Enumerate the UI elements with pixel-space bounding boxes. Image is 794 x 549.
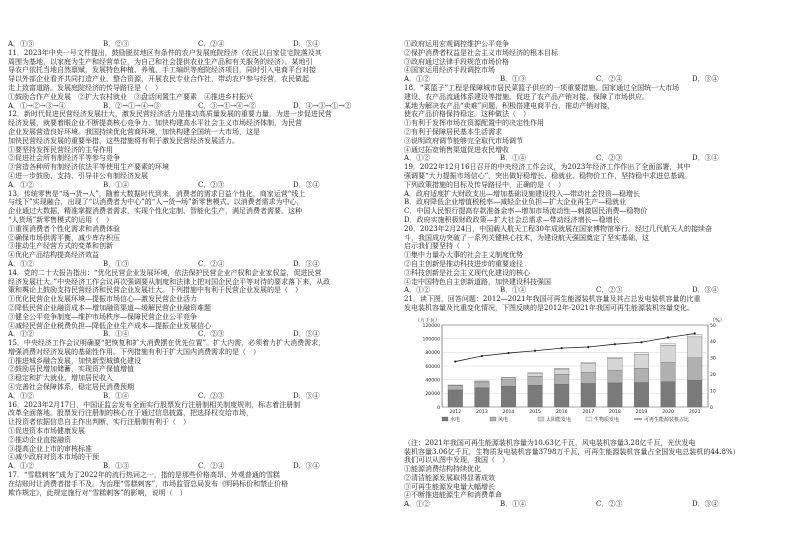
question-11 xyxy=(8,49,388,111)
option-a[interactable]: A．①② xyxy=(404,500,431,509)
question-text: 与线下”实现融合，出现了“以消费者为中心”的“人→货→场”新零售模式。以消费者需求为中心， xyxy=(8,198,304,207)
statement-item: ③稳定和扩大就业，增加居民收入 xyxy=(8,374,113,383)
legend-swatch xyxy=(538,417,544,421)
statement-item: ③可再生能源发电量大幅增长 xyxy=(404,482,495,491)
x-tick-label: 2021 xyxy=(688,409,701,415)
bar-segment xyxy=(554,384,569,407)
bar-segment xyxy=(581,383,596,407)
y-tick-label: 40000 xyxy=(425,378,440,384)
bar-segment xyxy=(475,381,490,382)
bar-segment xyxy=(687,380,702,407)
question-text: 斗，我国成功突破了一系列关键核心技术，为建设航天强国奠定了坚实基础，这 xyxy=(404,233,649,242)
question-18 xyxy=(404,84,788,163)
question-13 xyxy=(8,190,388,269)
bar-segment xyxy=(528,373,543,376)
question-text: 导以外部企业看齐共同打造产业，整合资源，开展农民专业合作社，带动农户参与经营，农民做起 xyxy=(8,75,309,84)
option-d[interactable]: D．③④ xyxy=(293,259,320,268)
y2-tick-label: 30 xyxy=(710,356,716,362)
option-b[interactable]: B．①③ xyxy=(103,462,130,471)
statement-item: ①要坚持发挥民营经济的主导作用 xyxy=(8,145,113,154)
question-text: 15．中央经济工作会议明确要“把恢复和扩大消费摆在优先位置”。扩大内需，必须着力扩大消费需求， xyxy=(8,339,326,348)
statement-item: ③说明政府调节能够完全取代市场调节 xyxy=(404,136,523,145)
q17-options xyxy=(404,75,788,84)
option-b[interactable]: B．政府降低企业增值税税率—减轻企业负担—扩大企业再生产—稳就业 xyxy=(404,198,627,207)
y-tick-label: 0 xyxy=(437,405,440,411)
q20-options xyxy=(404,286,788,295)
question-text: “人货场”新零售模式的运用（ ） xyxy=(8,215,114,224)
question-text: 让投资者依据信息自主作出判断，实行注册制有利于（ ） xyxy=(8,418,190,427)
question-text: 14．党的二十大报告指出：“优化民营企业发展环境，依法保护民营企业产权和企业家权益，促进民营 xyxy=(8,268,322,277)
question-text: 改革全面落地。股票发行注册制的核心在于通过信息披露，把选择权交给市场， xyxy=(8,409,253,418)
ratio-point xyxy=(667,336,669,338)
question-15 xyxy=(8,339,388,401)
bar-segment xyxy=(634,354,649,368)
option-a[interactable]: A．①② xyxy=(8,259,35,268)
statement-item: ②确保市场供需平衡，减少库存积压 xyxy=(8,233,120,242)
question-text: 增强消费对经济发展的基础性作用。下列措施有利于扩大国内消费需求的是（ ） xyxy=(8,347,260,356)
question-text: 12．新时代促进民营经济发展壮大，激发民营经济活力是推动高质量发展的重要力量，为进一步促进民营 xyxy=(8,110,332,119)
x-tick-label: 2019 xyxy=(635,409,648,415)
y2-tick-label: 0 xyxy=(710,405,713,411)
statement-item: ②清洁能源发展取得显著成效 xyxy=(404,473,495,482)
bar-segment xyxy=(528,385,543,407)
bar-segment xyxy=(501,377,516,378)
statement-item: ②推动企业直接融资 xyxy=(8,435,71,444)
question-text: 加快民营经济发展的重要举措，这些措施将有利于激发民营经济发展活力。 xyxy=(8,136,239,145)
option-c[interactable]: C．③→①→④→② xyxy=(198,101,256,110)
option-b[interactable]: B．①③ xyxy=(500,75,527,84)
option-b[interactable]: B．①③ xyxy=(103,259,130,268)
bar-segment xyxy=(475,388,490,407)
question-text: 走上致富道路。发展庭院经济的传导路径是（ ） xyxy=(8,83,162,92)
statement-item: ①集中力量办大事的社会主义制度优势 xyxy=(404,251,523,260)
question-text: 某地为解决农产品“卖难”问题，积极搭建电商平台，推动产销对接， xyxy=(404,101,615,110)
ratio-point xyxy=(561,347,563,349)
question-text: 使农产品价格保持稳定。这种做法（ ） xyxy=(404,110,530,119)
y-tick-label: 80000 xyxy=(425,350,440,356)
option-d[interactable]: D．③④ xyxy=(692,286,719,295)
option-d[interactable]: D．③④ xyxy=(293,40,320,48)
bar-segment xyxy=(501,379,516,386)
option-a[interactable]: A．①② xyxy=(404,286,431,295)
y-tick-label: 120000 xyxy=(422,323,440,329)
question-17 xyxy=(8,471,388,497)
question-14 xyxy=(8,269,388,339)
bar-segment xyxy=(554,369,569,374)
statement-item: ②促进社会所有制经济平等参与竞争 xyxy=(8,154,120,163)
option-c[interactable]: C．②④ xyxy=(198,462,225,471)
question-17-continued xyxy=(404,40,788,84)
bar-segment xyxy=(608,383,623,407)
bar-segment xyxy=(475,381,490,382)
option-d[interactable]: D．③④ xyxy=(293,180,320,189)
left-column xyxy=(8,40,388,545)
statement-item: ④优化产品结构提高经济效益 xyxy=(8,251,99,260)
ratio-point xyxy=(534,349,536,351)
statement-item: ①促进资本市场健康发展 xyxy=(8,427,85,436)
question-text: 策和舆论上鼓励支持民营经济和民营企业发展壮大。下列措施中有利于民营企业发展的是（ ） xyxy=(8,286,302,295)
question-text: 建设、农产品流通体系建设等措施，促进了农产品产销对接，保障了市场供应。 xyxy=(404,92,649,101)
option-d[interactable]: D．政府实施积极财政政策—扩大社会总需求—带动经济增长—稳增长 xyxy=(404,215,620,224)
bar-segment xyxy=(501,378,516,380)
option-b[interactable]: B．①④ xyxy=(500,286,527,295)
statement-item: ③科技创新是社会主义现代化建设的核心 xyxy=(404,268,530,277)
statement-item: ②保护消费者权益是社会主义市场经济的根本目标 xyxy=(404,48,558,57)
legend-label: 生物质发电 xyxy=(594,416,620,423)
option-d[interactable]: D．③④ xyxy=(293,462,320,471)
option-c[interactable]: C．②③ xyxy=(596,500,623,509)
legend-label: 太阳能发电 xyxy=(546,416,572,423)
question-text: 企业通过大数据，精准掌握消费者需求，实现个性化定制、智能化生产，满足消费者需要。这种 xyxy=(8,207,302,216)
bar-segment xyxy=(581,363,596,372)
statement-item: ①政府运用宏观调控维护公平竞争 xyxy=(404,40,509,48)
q11-options xyxy=(8,102,388,111)
question-text: 13．传统零售是“场→货→人”，随着大数据时代到来，消费者的需求日益个性化，商家运营“线上 xyxy=(8,189,306,198)
option-b[interactable]: B．①④ xyxy=(500,500,527,509)
ratio-point xyxy=(694,332,696,334)
statement-item: ①有利于发挥市场在资源配置中的决定性作用 xyxy=(404,119,544,128)
option-b[interactable]: B．①④ xyxy=(103,180,130,189)
ratio-point xyxy=(481,355,483,357)
q13-options xyxy=(8,260,388,269)
statement-item: ②自主创新是推动科技进步的重要途径 xyxy=(404,259,523,268)
right-column xyxy=(404,40,788,545)
x-tick-label: 2020 xyxy=(662,409,674,415)
x-tick-label: 2012 xyxy=(449,409,462,415)
question-12 xyxy=(8,110,388,189)
option-c[interactable]: C．中国人民银行提高存款准备金率—增加市场流动性—刺激居民消费—稳物价 xyxy=(404,207,648,216)
bar-segment xyxy=(554,374,569,384)
bar-segment xyxy=(608,357,623,358)
statement-item: ③推动生产经营方式的变革和创新 xyxy=(8,242,113,251)
ratio-point xyxy=(614,343,616,345)
question-text: 19．2022年12月16日召开的中央经济工作会议，为2023年经济工作作出了全面部署，其中 xyxy=(404,163,691,172)
y-tick-label: 60000 xyxy=(425,364,440,370)
option-c[interactable]: C．②③ xyxy=(596,286,623,295)
option-b[interactable]: B．①④ xyxy=(500,154,527,163)
question-text: 导农户依托当地自然禀赋，发展特色种植、养殖、手工编织等庭院经济项目，同时引入电商平台对接 xyxy=(8,66,316,75)
question-16 xyxy=(8,401,388,471)
question-text: 16．2023年2月17日，中国证监会发布全面实行股票发行注册制相关制度规则，标志着注册制 xyxy=(8,400,301,409)
statement-item: ③营造各种所有制经济依法平等使用生产要素的环境 xyxy=(8,163,169,172)
option-c[interactable]: C．②③ xyxy=(198,180,225,189)
option-c[interactable]: C．②③ xyxy=(198,330,225,339)
legend-swatch xyxy=(586,417,592,421)
statement-item: ④国家运用经济手段调控市场 xyxy=(404,66,495,75)
y-tick-label: 100000 xyxy=(422,337,440,343)
question-text: 发电装机容量及比重变化情况，下图反映的是2012年-2021年我国可再生能源装机容量变化。 xyxy=(404,303,694,312)
chart-svg xyxy=(412,315,732,437)
y2-axis-unit: （%） xyxy=(710,317,725,324)
option-b[interactable]: B．②→①→④→③ xyxy=(103,101,161,110)
bar-segment xyxy=(448,390,463,407)
option-c[interactable]: C．②③ xyxy=(198,391,225,400)
bar-segment xyxy=(528,376,543,385)
question-text: 强调要“大力提振市场信心”，突出做好稳增长、稳就业、稳物价工作，坚持稳中求进总基调。 xyxy=(404,171,692,180)
x-tick-label: 2015 xyxy=(529,409,541,415)
option-a[interactable]: A．①③ xyxy=(8,40,35,48)
option-c[interactable]: C．②③ xyxy=(596,154,623,163)
option-d[interactable]: D．④→③→①→② xyxy=(293,101,352,110)
chart-note: （注：2021年我国可再生能源装机容量为10.63亿千瓦，风电装机容量3.28亿千瓦，光伏发电 xyxy=(404,438,696,447)
ratio-point xyxy=(507,352,509,354)
ratio-point xyxy=(587,346,589,348)
statement-item: ②降低民营企业融资成本—增加融资渠道—缓解民营企业融资难题 xyxy=(8,303,211,312)
y2-tick-label: 50 xyxy=(710,323,716,329)
statement-item: ①推进城乡融合发展，加快新型城镇化建设 xyxy=(8,356,141,365)
option-a[interactable]: A．①② xyxy=(8,462,35,471)
question-text: 启示我们要坚持（ ） xyxy=(404,242,474,251)
q16-options xyxy=(8,462,388,471)
option-d[interactable]: D．③④ xyxy=(692,154,719,163)
statement-item: ④完善社会保障体系，稳定居民消费预期 xyxy=(8,383,134,392)
bar-segment xyxy=(634,368,649,382)
bar-segment xyxy=(608,370,623,383)
option-a[interactable]: A．政府适度扩大财政支出—增加基础设施建设投入—带动社会投资—稳增长 xyxy=(404,189,641,198)
question-items: ①鼓励合作产业发展 ②扩大农村就业 ③盘活闲置生产要素 ④推进乡村振兴 xyxy=(8,92,253,101)
question-text: 欺诈规定》，此规定施行对“雪糕刺客”的影响，说明（ ） xyxy=(8,488,187,497)
y-tick-label: 20000 xyxy=(425,391,440,397)
statement-item: ④减少政府对资本市场的干预 xyxy=(8,453,99,462)
statement-item: ①重视消费者个性化需求和消费体验 xyxy=(8,224,120,233)
x-tick-label: 2017 xyxy=(582,409,595,415)
q18-options xyxy=(404,154,788,163)
option-c[interactable]: C．②④ xyxy=(198,40,225,48)
statement-item: ②鼓励居民增加储蓄，实现资产保值增值 xyxy=(8,365,134,374)
bar-segment xyxy=(581,362,596,363)
statement-item: ③健全公平竞争制度—维护市场秩序—保障民营企业公平竞争 xyxy=(8,312,197,321)
x-tick-label: 2014 xyxy=(502,409,515,415)
option-b[interactable]: B．①④ xyxy=(103,330,130,339)
bar-segment xyxy=(448,385,463,386)
question-20 xyxy=(404,225,788,295)
statement-item: ③提高企业上市的审核标准 xyxy=(8,444,92,453)
q14-options xyxy=(8,330,388,339)
y-axis-unit: （万千瓦） xyxy=(414,317,440,324)
bar-segment xyxy=(581,372,596,383)
question-text: 21．读下图，回答问题：2012—2021年我国可再生能源装机容量及其占总发电装机容量的比重 xyxy=(404,295,701,304)
option-d[interactable]: D．③④ xyxy=(293,391,320,400)
statement-item: ③政府通过法律手段规范市场价格 xyxy=(404,57,509,66)
question-text: 11．2023年中央一号文件提出，鼓励脱贫地区有条件的农户发展庭院经济（农民以自家住宅院落及其 xyxy=(8,48,322,57)
q15-options xyxy=(8,392,388,401)
bar-segment xyxy=(661,381,676,406)
option-d[interactable]: D．③④ xyxy=(692,75,719,84)
q21-options xyxy=(404,500,788,509)
option-a[interactable]: A．①② xyxy=(404,75,431,84)
bar-segment xyxy=(608,358,623,370)
question-text: 企业发展营造良好环境。我国持续优化营商环境，加快构建全国统一大市场，这是 xyxy=(8,127,260,136)
ratio-line xyxy=(455,333,694,361)
legend-label: 水电 xyxy=(450,416,461,423)
bar-segment xyxy=(634,382,649,406)
legend-label: 风电 xyxy=(498,416,509,423)
bar-segment xyxy=(661,362,676,381)
bar-segment xyxy=(475,382,490,387)
question-text: 经济发展壮大。”中央经济工作会议再次强调要从制度和法律上把对国企民企平等对待的要求落下来，从政 xyxy=(8,277,331,286)
statement-item: ②有利于保障居民基本生活需求 xyxy=(404,127,502,136)
bar-segment xyxy=(448,385,463,389)
option-d[interactable]: D．③④ xyxy=(692,500,719,509)
x-tick-label: 2013 xyxy=(476,409,488,415)
statement-item: ④通过拓宽销售渠道促进农民增收 xyxy=(404,145,509,154)
bar-segment xyxy=(661,345,676,362)
bar-segment xyxy=(687,337,702,358)
option-b[interactable]: B．②③ xyxy=(103,40,130,48)
legend-swatch xyxy=(442,417,448,421)
statement-item: ④进一步鼓励、支持、引导非公有制经济发展 xyxy=(8,171,148,180)
q12-options xyxy=(8,181,388,190)
bar-segment xyxy=(634,352,649,354)
option-d[interactable]: D．③④ xyxy=(293,330,320,339)
statement-item: ④走中国特色自主创新道路，加快建设科技强国 xyxy=(404,277,551,286)
option-a[interactable]: A．①② xyxy=(8,180,35,189)
ratio-point xyxy=(640,341,642,343)
statement-item: ④减轻民营企业税费负担—降低企业生产成本—提振企业发展信心 xyxy=(8,321,211,330)
statement-item: ④不断推进能源生产和消费革命 xyxy=(404,491,502,500)
option-a[interactable]: A．①② xyxy=(404,154,431,163)
question-text: 18．“菜篮子”工程是保障城市居民菜篮子供应的一项重要措施，国家通过全国统一大市场 xyxy=(404,83,680,92)
bar-segment xyxy=(528,372,543,373)
option-a[interactable]: A．①② xyxy=(8,330,35,339)
statement-item: ①能源消费结构持续优化 xyxy=(404,465,481,474)
question-text: 20．2023年2月24日，中国载人航天工程30年成就展在国家博物馆举行。经过几代航天人的接续奋 xyxy=(404,224,712,233)
option-a[interactable]: A．①→②→③→④ xyxy=(8,101,66,110)
q10-options xyxy=(8,40,388,49)
renewable-capacity-chart xyxy=(412,315,732,437)
legend-swatch xyxy=(490,417,496,421)
question-text: 经济发展，就要着眼企业不断提高核心竞争力，加快构建高水平社会主义市场经济体制，为民营 xyxy=(8,119,302,128)
statement-item: ①优化民营企业发展环境—提振市场信心—激发民营企业活力 xyxy=(8,295,197,304)
x-tick-label: 2018 xyxy=(609,409,621,415)
question-text: 下列政策措施的目标及传导路径中，正确的是（ ） xyxy=(404,180,565,189)
question-text: 我们可以从图中发现，我国（ ） xyxy=(404,456,509,465)
bar-segment xyxy=(554,368,569,369)
bar-segment xyxy=(661,343,676,345)
option-c[interactable]: C．②④ xyxy=(596,75,623,84)
bar-segment xyxy=(501,386,516,407)
chart-note: 装机容量3.06亿千瓦，生物质发电装机容量3798万千瓦，可再生能源装机容量占全国发电总装机的44.8%） xyxy=(404,447,740,456)
y2-tick-label: 10 xyxy=(710,389,716,395)
option-b[interactable]: B．①④ xyxy=(103,391,130,400)
bar-segment xyxy=(687,358,702,380)
question-text: 17．“雪糕刺客”成为了2022年的流行热词之一，指的是那些价格高昂、外观普通的雪糕 xyxy=(8,471,280,480)
question-21 xyxy=(404,295,788,509)
option-a[interactable]: A．①② xyxy=(8,391,35,400)
ratio-point xyxy=(454,360,456,362)
y2-tick-label: 20 xyxy=(710,372,716,378)
question-text: 周围为基地，以家庭为生产和经营单位，为自己和社会提供农业生产品和有关服务的经济）。某地引 xyxy=(8,57,313,66)
legend-label: 可再生能源装机占比 xyxy=(644,416,690,423)
x-tick-label: 2016 xyxy=(555,409,568,415)
question-19 xyxy=(404,163,788,225)
option-c[interactable]: C．②④ xyxy=(198,259,225,268)
y2-tick-label: 40 xyxy=(710,339,716,345)
question-text: 在结账时让消费者措手不及。为治理“雪糕刺客”，市场监管总局发布《明码标价和禁止价格 xyxy=(8,479,289,488)
